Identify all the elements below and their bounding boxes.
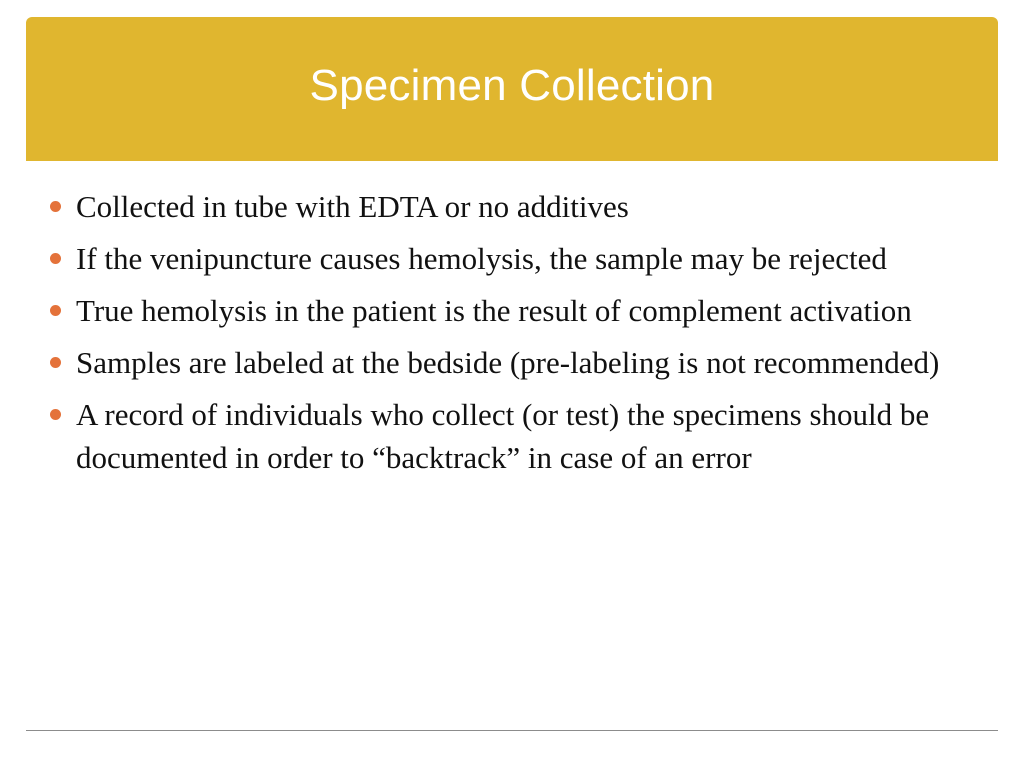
bullet-item bbox=[48, 237, 988, 280]
bullet-dot-icon bbox=[50, 357, 61, 368]
bullet-dot-icon bbox=[50, 305, 61, 316]
bullet-item bbox=[48, 393, 988, 479]
bullet-text: Samples are labeled at the bedside (pre-labeling is not recommended) bbox=[76, 345, 940, 380]
bullet-dot-icon bbox=[50, 253, 61, 264]
bullet-item bbox=[48, 341, 988, 384]
bullet-dot-icon bbox=[50, 409, 61, 420]
bullet-text: Collected in tube with EDTA or no additives bbox=[76, 189, 629, 224]
bullet-text: If the venipuncture causes hemolysis, the sample may be rejected bbox=[76, 241, 887, 276]
bullet-list bbox=[48, 185, 988, 488]
bullet-item bbox=[48, 289, 988, 332]
bullet-text: A record of individuals who collect (or test) the specimens should be documented in order to “backtrack” in case of an error bbox=[76, 397, 930, 475]
bullet-item bbox=[48, 185, 988, 228]
footer-divider bbox=[26, 730, 998, 731]
slide-title: Specimen Collection bbox=[309, 61, 715, 110]
bullet-text: True hemolysis in the patient is the result of complement activation bbox=[76, 293, 912, 328]
title-bar bbox=[26, 17, 998, 161]
bullet-dot-icon bbox=[50, 201, 61, 212]
